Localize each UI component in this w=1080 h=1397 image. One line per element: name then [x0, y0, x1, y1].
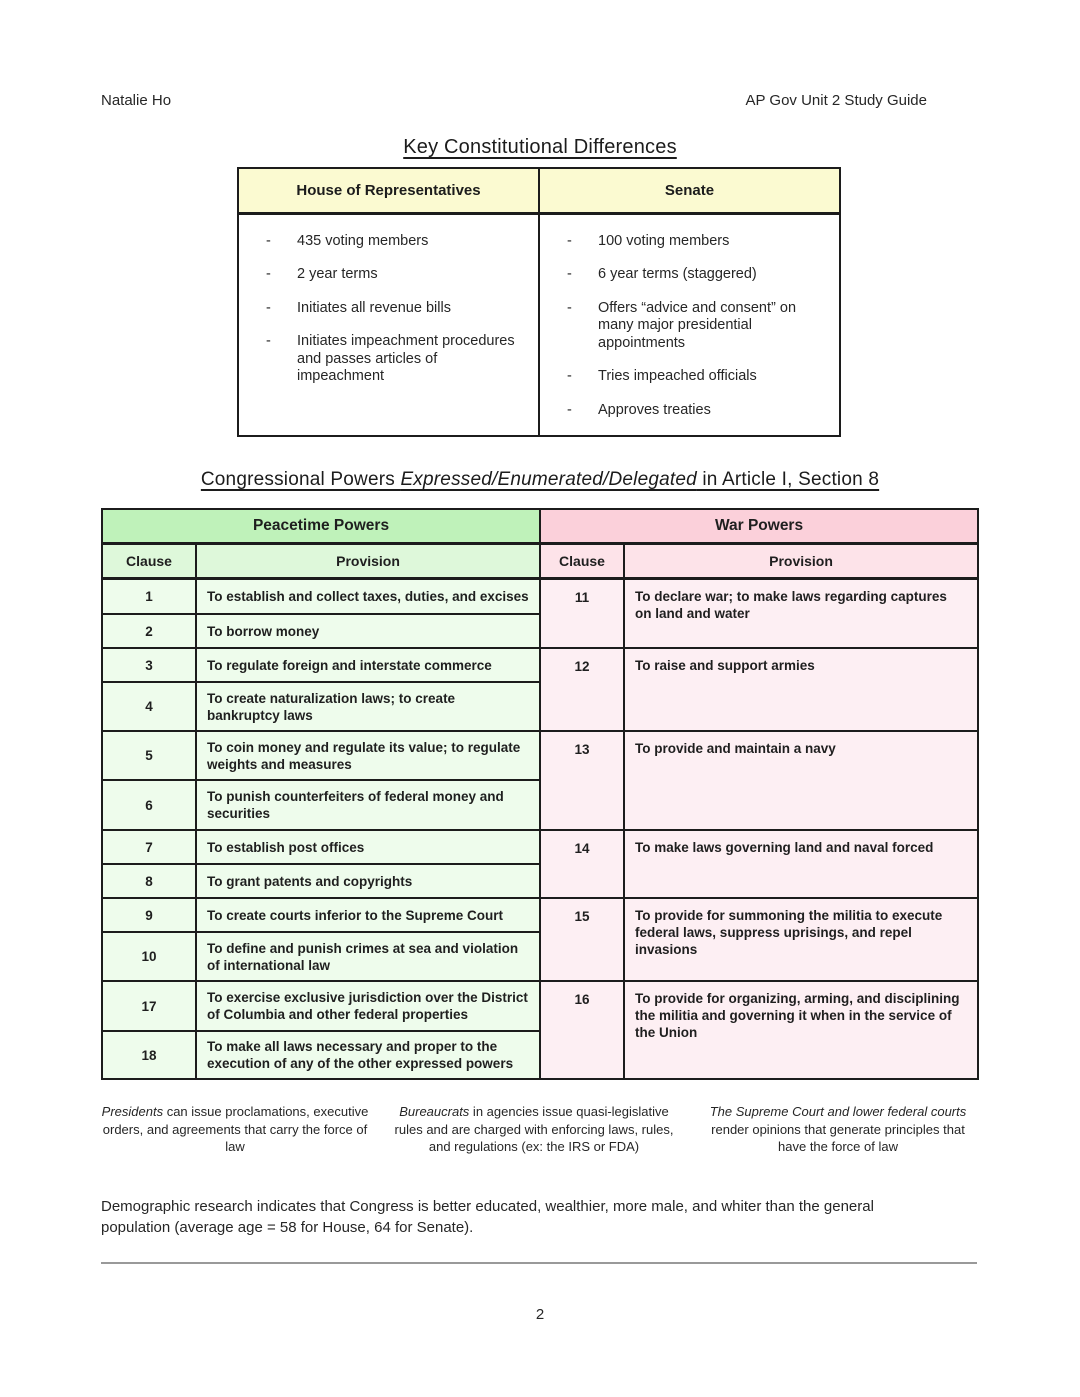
footnotes-row — [101, 1103, 977, 1156]
list-item-text: 6 year terms (staggered) — [598, 266, 757, 282]
bullet-dash: - — [567, 368, 572, 384]
war-provision: To declare war; to make laws regarding captures on land and water — [624, 578, 978, 648]
peacetime-clause: 5 — [102, 731, 196, 780]
war-provision: To raise and support armies — [624, 648, 978, 731]
peacetime-provision: To borrow money — [196, 614, 540, 648]
list-item-text: 435 voting members — [297, 232, 429, 249]
peacetime-provision: To create naturalization laws; to create bankruptcy laws — [196, 682, 540, 731]
footnote-italic: The Supreme Court and lower federal courts — [709, 1104, 967, 1119]
bullet-dash: - — [266, 266, 271, 282]
peacetime-provision: To create courts inferior to the Supreme Court — [196, 898, 540, 932]
bullet-dash: - — [567, 266, 572, 282]
table-row — [102, 578, 978, 614]
war-provision-header: Provision — [624, 543, 978, 578]
war-provision: To make laws governing land and naval forced — [624, 830, 978, 898]
footer-divider — [101, 1262, 977, 1264]
table-row — [102, 830, 978, 864]
list-item — [567, 266, 829, 284]
table-row — [102, 898, 978, 932]
list-item-text: 100 voting members — [598, 232, 730, 249]
peacetime-clause: 18 — [102, 1031, 196, 1079]
footnote-rest: can issue proclamations, executive orders, and agreements that carry the force of law — [102, 1104, 369, 1154]
bullet-dash: - — [567, 401, 572, 418]
senate-cell — [539, 213, 840, 436]
footnote-italic: Bureaucrats — [399, 1104, 470, 1119]
demographic-paragraph: Demographic research indicates that Congress is better educated, wealthier, more male, and whiter than the general population (average age = 58 for House, 64 for Senate). — [101, 1198, 874, 1236]
peacetime-clause: 3 — [102, 648, 196, 682]
table-row — [102, 731, 978, 780]
list-item-text: 2 year terms — [297, 266, 378, 282]
title-pre: Congressional Powers — [200, 469, 401, 490]
list-item — [567, 233, 829, 251]
bullet-dash: - — [266, 299, 271, 316]
congressional-powers-table — [101, 508, 979, 1080]
list-item — [266, 266, 528, 284]
peacetime-clause: 17 — [102, 981, 196, 1031]
peacetime-clause-header: Clause — [102, 543, 196, 578]
table-row — [102, 648, 978, 682]
list-item-text: Initiates all revenue bills — [297, 299, 451, 316]
powers-section-header-row — [102, 509, 978, 543]
war-powers-header: War Powers — [540, 509, 978, 543]
bullet-dash: - — [567, 299, 572, 316]
peacetime-provision: To exercise exclusive jurisdiction over the District of Columbia and other federal properties — [196, 981, 540, 1031]
peacetime-provision: To establish and collect taxes, duties, and excises — [196, 578, 540, 614]
peacetime-provision: To make all laws necessary and proper to the execution of any of the other expressed powers — [196, 1031, 540, 1079]
bullet-dash: - — [266, 232, 271, 249]
war-provision: To provide for summoning the militia to execute federal laws, suppress uprisings, and repel invasions — [624, 898, 978, 981]
list-item-text: Tries impeached officials — [598, 368, 757, 384]
footnote-presidents — [101, 1103, 369, 1156]
table-row — [102, 981, 978, 1031]
list-item — [266, 300, 528, 318]
war-clause: 14 — [540, 830, 624, 898]
list-item-text: Initiates impeachment procedures and passes articles of impeachment — [297, 333, 515, 384]
war-clause: 12 — [540, 648, 624, 731]
war-clause: 15 — [540, 898, 624, 981]
peacetime-provision: To coin money and regulate its value; to regulate weights and measures — [196, 731, 540, 780]
peacetime-provision: To grant patents and copyrights — [196, 864, 540, 898]
peacetime-clause: 8 — [102, 864, 196, 898]
section2-title — [0, 469, 1080, 491]
list-item — [567, 402, 829, 420]
peacetime-clause: 9 — [102, 898, 196, 932]
list-item — [266, 233, 528, 251]
section2-title-text — [201, 469, 879, 490]
list-item-text: Approves treaties — [598, 401, 711, 418]
peacetime-provision: To establish post offices — [196, 830, 540, 864]
title-italic: Expressed/Enumerated/Delegated — [400, 469, 697, 490]
peacetime-clause: 7 — [102, 830, 196, 864]
house-cell — [238, 213, 539, 436]
war-provision: To provide for organizing, arming, and disciplining the militia and governing it when in the service of the Union — [624, 981, 978, 1079]
list-item — [266, 333, 528, 386]
constitutional-differences-table — [237, 167, 841, 437]
peacetime-clause: 10 — [102, 932, 196, 981]
peacetime-powers-header: Peacetime Powers — [102, 509, 540, 543]
list-item-text: Offers “advice and consent” on many major presidential appointments — [598, 299, 797, 351]
house-column-header: House of Representatives — [238, 168, 539, 213]
war-provision: To provide and maintain a navy — [624, 731, 978, 830]
section1-title-text: Key Constitutional Differences — [403, 136, 677, 158]
war-clause: 13 — [540, 731, 624, 830]
war-clause: 16 — [540, 981, 624, 1079]
footnote-italic: Presidents — [101, 1104, 164, 1119]
peacetime-clause: 2 — [102, 614, 196, 648]
footnote-rest: in agencies issue quasi-legislative rules and are charged with enforcing laws, rules, and regulations (ex: the IRS or FDA) — [394, 1104, 674, 1154]
senate-column-header: Senate — [539, 168, 840, 213]
peacetime-clause: 6 — [102, 780, 196, 830]
footnote-rest: render opinions that generate principles that have the force of law — [711, 1121, 965, 1154]
peacetime-clause: 1 — [102, 578, 196, 614]
war-clause: 11 — [540, 578, 624, 648]
peacetime-provision-header: Provision — [196, 543, 540, 578]
footnote-bureaucrats — [389, 1103, 679, 1156]
peacetime-clause: 4 — [102, 682, 196, 731]
list-item — [567, 368, 829, 386]
list-item — [567, 300, 829, 353]
bullet-dash: - — [567, 232, 572, 249]
peacetime-provision: To punish counterfeiters of federal money and securities — [196, 780, 540, 830]
section1-title — [0, 136, 1080, 159]
powers-subheader-row — [102, 543, 978, 578]
page-number: 2 — [535, 1306, 545, 1323]
peacetime-provision: To define and punish crimes at sea and violation of international law — [196, 932, 540, 981]
table-header-row — [238, 168, 840, 213]
peacetime-provision: To regulate foreign and interstate commerce — [196, 648, 540, 682]
war-clause-header: Clause — [540, 543, 624, 578]
document-title-header: AP Gov Unit 2 Study Guide — [745, 92, 927, 109]
footnote-courts — [699, 1103, 977, 1156]
author-name: Natalie Ho — [101, 92, 172, 109]
table-body-row — [238, 213, 840, 436]
title-post: in Article I, Section 8 — [696, 469, 880, 490]
bullet-dash: - — [266, 333, 271, 349]
